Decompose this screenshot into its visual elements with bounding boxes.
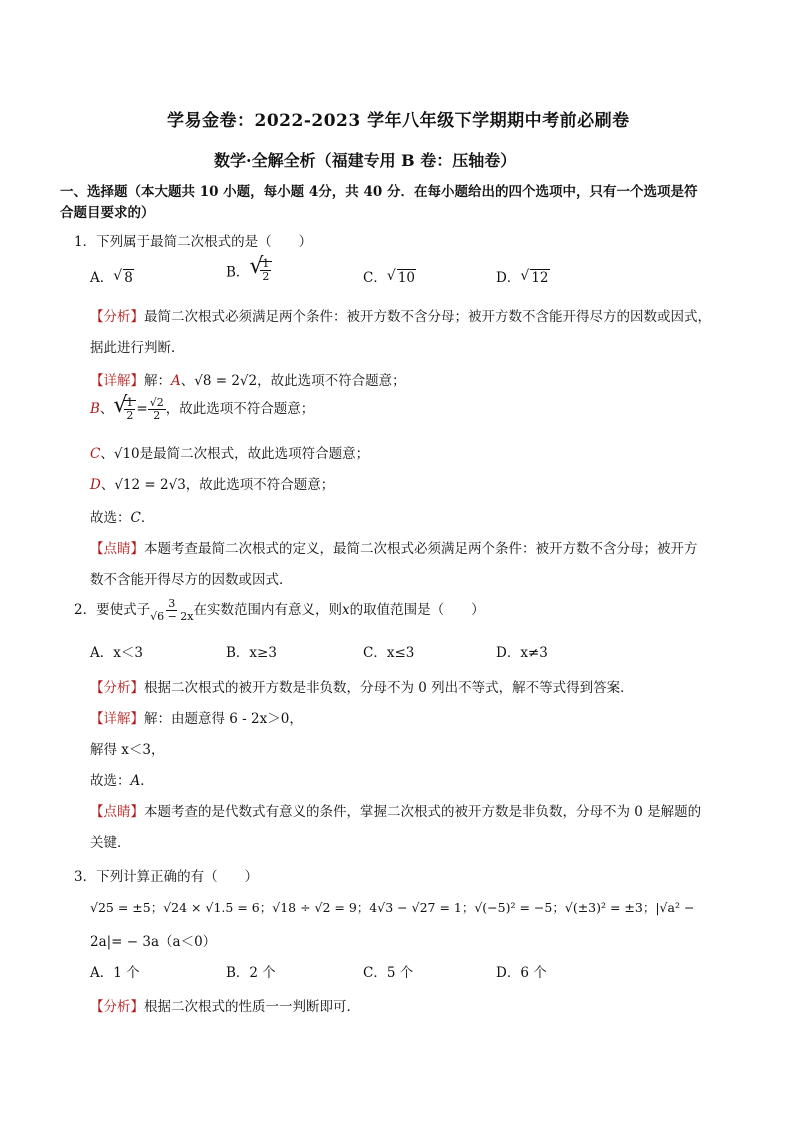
q3-option-c: C．5 个 <box>363 965 414 981</box>
q2-option-d: D．x≠3 <box>496 645 548 661</box>
q3-stem: 3．下列计算正确的有（ ） <box>74 869 259 885</box>
q2-analysis: 【分析】根据二次根式的被开方数是非负数，分母不为 0 列出不等式，解不等式得到答案． <box>90 680 634 696</box>
q1-analysis-line1: 【分析】最简二次根式必须满足两个条件：被开方数不含分母；被开方数不含能开得尽方的因数或因式， <box>90 309 711 325</box>
q1-option-b-label: B． <box>226 264 250 281</box>
q1-detail-c: C、√10是最简二次根式，故此选项符合题意； <box>90 446 370 462</box>
q2-option-c: C．x≤3 <box>363 645 415 661</box>
q1-option-c-label: C． <box>363 270 387 286</box>
q1-option-a <box>90 266 134 286</box>
q1-option-d-label: D． <box>496 270 521 286</box>
q3-option-a: A．1 个 <box>90 965 140 981</box>
q1-option-b-radical: √ $\frac{1}{2}$ <box>249 258 272 283</box>
q1-option-a-label: A． <box>90 270 114 286</box>
q2-stem: 2．要使式子 $\frac{3}{√6 - 2x}$ 在实数范围内有意义，则x的取值范围是（ ） <box>74 597 485 623</box>
document-title: 学易金卷：2022-2023 学年八年级下学期期中考前必刷卷 <box>167 111 630 131</box>
q1-detail-a: 【详解】解：A、√8 = 2√2，故此选项不符合题意； <box>90 373 406 389</box>
section-heading-line2: 合题目要求的） <box>60 205 155 221</box>
q2-point-line2: 关键． <box>90 835 131 851</box>
q1-point-line2: 数不含能开得尽方的因数或因式． <box>90 572 293 588</box>
q2-choose: 故选：A． <box>90 773 154 789</box>
q1-option-d-radical: √ 12 <box>520 268 549 286</box>
q3-analysis: 【分析】根据二次根式的性质一一判断即可． <box>90 999 360 1015</box>
detail-tag: 【详解】 <box>90 373 144 389</box>
q1-point-line1: 【点睛】本题考查最简二次根式的定义，最简二次根式必须满足两个条件：被开方数不含分母；被开方 <box>90 541 698 557</box>
q2-detail: 【详解】解：由题意得 6 - 2x＞0， <box>90 711 303 727</box>
q3-items-line1: √25 = ±5；√24 × √1.5 = 6；√18 ÷ √2 = 9；4√3 − √27 = 1；√(−5)² = −5；√(±3)² = ±3；|√a² − <box>90 900 695 915</box>
point-tag: 【点睛】 <box>90 541 144 557</box>
q1-choose: 故选：C． <box>90 510 155 526</box>
document-subtitle: 数学·全解全析（福建专用 B 卷：压轴卷） <box>214 151 517 170</box>
q2-option-a: A．x＜3 <box>90 645 143 661</box>
q1-analysis-line2: 据此进行判断． <box>90 340 185 356</box>
q2-solve: 解得 x＜3， <box>90 742 165 758</box>
q1-option-d <box>496 266 550 286</box>
q1-option-c <box>363 266 416 286</box>
q1-option-b <box>226 254 272 283</box>
q2-option-b: B．x≥3 <box>226 645 277 661</box>
q1-stem: 1．下列属于最简二次根式的是（ ） <box>74 234 313 250</box>
q3-option-b: B．2 个 <box>226 965 276 981</box>
q1-option-a-radical: √ 8 <box>113 268 133 286</box>
analysis-tag: 【分析】 <box>90 309 144 325</box>
q2-point-line1: 【点睛】本题考查的是代数式有意义的条件，掌握二次根式的被开方数是非负数，分母不为 0 是解题的 <box>90 804 702 820</box>
q1-detail-b: B、 √ $\frac{1}{2}$ = $\frac{√2}{2}$ ，故此选项不符合题意； <box>90 393 315 422</box>
q3-items-line2: 2a|= − 3a（a＜0） <box>90 934 217 950</box>
q1-option-c-radical: √ 10 <box>386 268 416 286</box>
section-heading-line1: 一、选择题（本大题共 10 小题，每小题 4分，共 40 分．在每小题给出的四个选项中，只有一个选项是符 <box>60 184 698 200</box>
q3-option-d: D．6 个 <box>496 965 547 981</box>
q1-detail-d: D、√12 = 2√3，故此选项不符合题意； <box>90 477 335 493</box>
